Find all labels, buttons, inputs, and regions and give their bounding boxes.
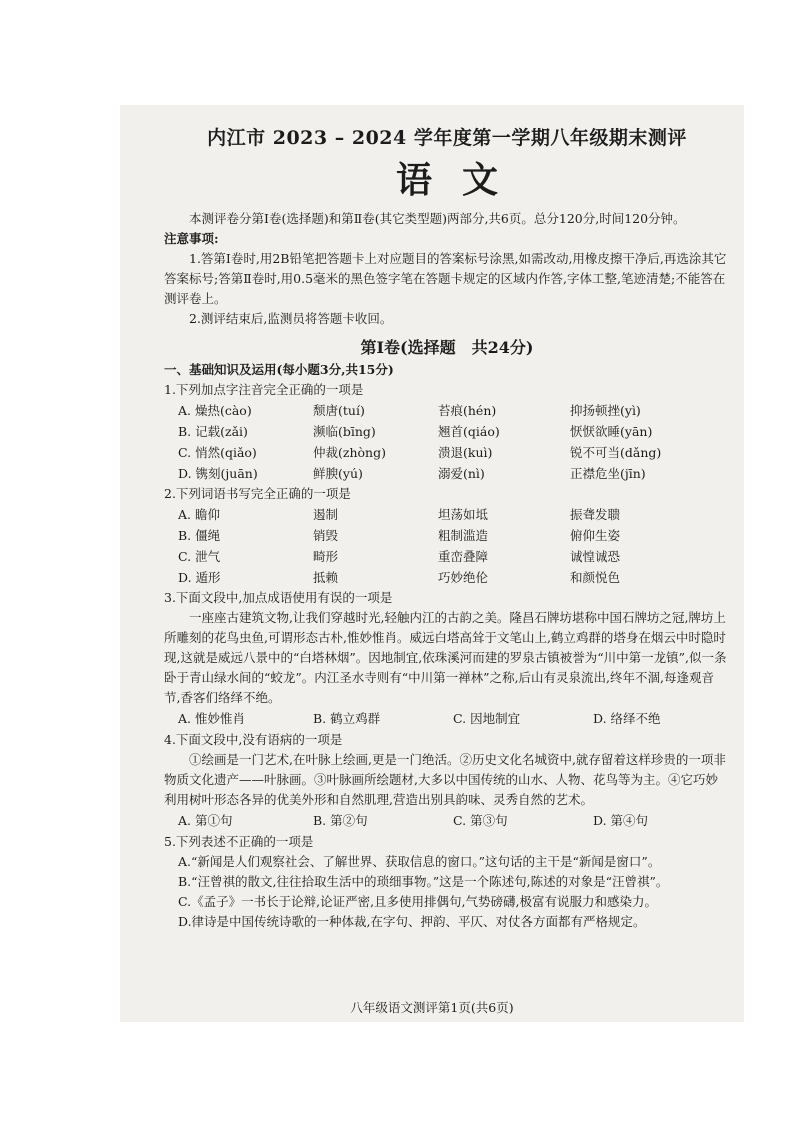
subject-title: 语文 (395, 159, 528, 201)
option-cell: D. 镌刻(juān) (178, 466, 258, 481)
option-cell: 颓唐(tuí) (313, 403, 365, 418)
option-cell: C. 泄气 (178, 549, 221, 564)
question-3-stem: 3.下面文段中,加点成语使用有误的一项是 (164, 590, 393, 605)
option-cell: 锐不可当(dǎng) (570, 445, 662, 460)
q2-option-row-c (164, 546, 730, 567)
exam-paper (120, 105, 744, 1022)
option-cell: 濒临(bīng) (313, 424, 376, 439)
option-cell: A. 燥热(cào) (178, 403, 252, 418)
question-4-passage: ①绘画是一门艺术,在叶脉上绘画,更是一门绝活。②历史文化名城资中,就存留着这样珍贵的一项非物质文化遗产——叶脉画。③叶脉画所绘题材,大多以中国传统的山水、人物、花鸟等为主。④它巧妙利用树叶形态各异的优美外形和自然肌理,营造出别具韵味、灵秀自然的艺术。 (164, 752, 726, 807)
option-b: B. 第②句 (313, 813, 368, 828)
option-cell: 苔痕(hén) (438, 403, 497, 418)
option-d: D. 络绎不绝 (593, 711, 661, 726)
option-cell: 鲜腴(yú) (313, 466, 363, 481)
option-cell: 畸形 (313, 549, 339, 564)
q2-option-row-b (164, 525, 730, 546)
option-cell: 销毁 (313, 528, 339, 543)
q5-option-c: C.《孟子》一书长于论辩,论证严密,且多使用排偶句,气势磅礴,极富有说服力和感染力。 (178, 894, 657, 909)
option-cell: 抑扬顿挫(yì) (570, 403, 641, 418)
option-c: C. 第③句 (453, 813, 508, 828)
exam-title: 内江市 2023 – 2024 学年度第一学期八年级期末测评 (207, 127, 687, 149)
option-cell: 溺爱(nì) (438, 466, 485, 481)
q1-option-row-c (164, 442, 730, 463)
option-cell: 坦荡如坻 (438, 507, 489, 522)
question-1-stem: 1.下列加点字注音完全正确的一项是 (164, 382, 364, 397)
section-title: 一、基础知识及运用(每小题3分,共15分) (164, 362, 394, 377)
option-cell: 正襟危坐(jīn) (570, 466, 646, 481)
q5-option-d: D.律诗是中国传统诗歌的一种体裁,在字句、押韵、平仄、对仗各方面都有严格规定。 (178, 914, 646, 929)
q1-option-row-b (164, 421, 730, 442)
q2-option-row-a (164, 504, 730, 525)
option-cell: 巧妙绝伦 (438, 570, 489, 585)
option-cell: 溃退(kuì) (438, 445, 493, 460)
notice-item-2: 2.测评结束后,监测员将答题卡收回。 (189, 311, 393, 326)
part1-title: 第Ⅰ卷(选择题 共24分) (360, 338, 534, 357)
question-3-passage: 一座座古建筑文物,让我们穿越时光,轻触内江的古韵之美。隆昌石牌坊堪称中国石牌坊之冠,牌坊上所雕刻的花鸟虫鱼,可谓形态古朴,惟妙惟肖。威远白塔高耸于文笔山上,鹤立鸡群的塔身在烟云中时隐时现,这就是威远八景中的“白塔林烟”。因地制宜,依珠溪河而建的罗泉古镇被誉为“川中第一龙镇”,似一条卧于青山绿水间的“蛟龙”。内江圣水寺则有“中川第一禅林”之称,后山有灵泉流出,终年不涸,每逢观音节,香客们络绎不绝。 (164, 610, 727, 705)
option-b: B. 鹤立鸡群 (313, 711, 381, 726)
question-5-stem: 5.下列表述不正确的一项是 (164, 834, 314, 849)
option-cell: 仲裁(zhòng) (313, 445, 386, 460)
notice-item-1: 1.答第Ⅰ卷时,用2B铅笔把答题卡上对应题目的答案标号涂黑,如需改动,用橡皮擦干净后,再选涂其它答案标号;答第Ⅱ卷时,用0.5毫米的黑色签字笔在答题卡规定的区域内作答,字体工整,笔迹清楚;不能答在测评卷上。 (164, 251, 727, 306)
q2-option-row-d (164, 567, 730, 588)
option-cell: A. 瞻仰 (178, 507, 220, 522)
option-d: D. 第④句 (593, 813, 649, 828)
question-4-stem: 4.下面文段中,没有语病的一项是 (164, 732, 343, 747)
q5-option-b: B.“汪曾祺的散文,往往拾取生活中的琐细事物。”这是一个陈述句,陈述的对象是“汪曾祺”。 (178, 874, 669, 889)
option-cell: 恹恹欲睡(yān) (570, 424, 653, 439)
option-cell: 抵赖 (313, 570, 339, 585)
q1-option-row-a (164, 400, 730, 421)
notice-heading: 注意事项: (164, 231, 219, 246)
option-cell: C. 悄然(qiǎo) (178, 445, 257, 460)
option-cell: B. 记载(zǎi) (178, 424, 248, 439)
option-cell: B. 僵绳 (178, 528, 221, 543)
option-cell: 遏制 (313, 507, 339, 522)
option-c: C. 因地制宜 (453, 711, 521, 726)
option-cell: 诚惶诚恐 (570, 549, 621, 564)
option-cell: 俯仰生姿 (570, 528, 621, 543)
option-cell: 翘首(qiáo) (438, 424, 500, 439)
question-2-stem: 2.下列词语书写完全正确的一项是 (164, 486, 351, 501)
option-cell: 粗制滥造 (438, 528, 489, 543)
intro-text: 本测评卷分第Ⅰ卷(选择题)和第Ⅱ卷(其它类型题)两部分,共6页。总分120分,时间120分钟。 (189, 211, 686, 226)
option-cell: 振聋发聩 (570, 507, 621, 522)
option-cell: 重峦叠障 (438, 549, 489, 564)
option-cell: 和颜悦色 (570, 570, 621, 585)
option-cell: D. 遁形 (178, 570, 221, 585)
option-a: A. 第①句 (178, 813, 233, 828)
page-footer: 八年级语文测评第1页(共6页) (350, 1000, 514, 1015)
q3-options (164, 708, 730, 730)
option-a: A. 惟妙惟肖 (178, 711, 245, 726)
q4-options (164, 810, 730, 832)
q5-option-a: A.“新闻是人们观察社会、了解世界、获取信息的窗口。”这句话的主干是“新闻是窗口”。 (178, 854, 661, 869)
q1-option-row-d (164, 463, 730, 484)
